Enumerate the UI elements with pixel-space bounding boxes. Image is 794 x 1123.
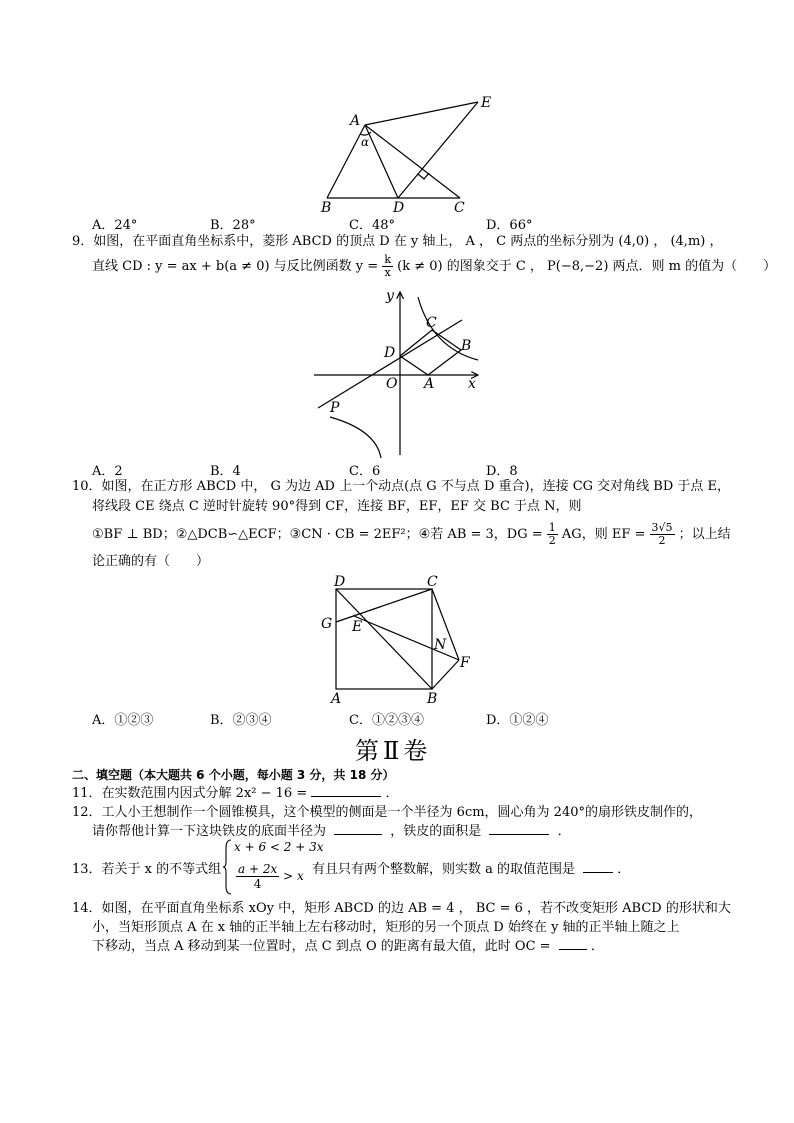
q10-line4: 论正确的有（ ） bbox=[92, 554, 210, 569]
fig9-label-y: y bbox=[386, 288, 394, 304]
q11-line bbox=[72, 784, 399, 804]
q13-text-b: 有且只有两个整数解，则实数 a 的取值范围是 bbox=[312, 862, 576, 877]
fig10-label-F: F bbox=[460, 655, 470, 671]
q9-option-d: D．8 bbox=[486, 464, 518, 479]
fig8-label-D: D bbox=[393, 200, 405, 216]
q9-line2 bbox=[92, 254, 776, 279]
q13-inequality-2 bbox=[236, 862, 304, 891]
fig10-label-D: D bbox=[334, 574, 346, 590]
fig8-label-B: B bbox=[321, 200, 332, 216]
q13-line bbox=[312, 860, 630, 880]
q14-text: 下移动，当点 A 移动到某一位置时，点 C 到点 O 的距离有最大值，此时 OC = bbox=[92, 939, 551, 954]
q9-line2-a: 直线 CD : y = ax + b(a ≠ 0) 与反比例函数 y = bbox=[92, 259, 379, 274]
q14-line1: 14．如图，在平面直角坐标系 xOy 中，矩形 ABCD 的边 AB = 4 ， BC = 6 ，若不改变矩形 ABCD 的形状和大 bbox=[72, 901, 731, 916]
q8-option-a: A．24° bbox=[92, 218, 138, 233]
q12-line2 bbox=[92, 822, 571, 842]
q9-frac-den: x bbox=[384, 266, 391, 279]
q13-brace bbox=[222, 838, 232, 896]
q10-line1: 10．如图，在正方形 ABCD 中， G 为边 AD 上一个动点(点 G 不与点 D 重合)，连接 CG 交对角线 BD 于点 E， bbox=[72, 479, 731, 494]
q9-option-b: B．4 bbox=[210, 464, 241, 479]
q11-text: 11．在实数范围内因式分解 2x² − 16 = bbox=[72, 786, 308, 801]
q10-frac1-num: 1 bbox=[548, 521, 556, 534]
section-title: 第Ⅱ卷 bbox=[355, 737, 432, 765]
q8-option-c: C．48° bbox=[349, 218, 395, 233]
q13-frac-num: a + 2x bbox=[238, 862, 278, 876]
fig10-label-A: A bbox=[331, 691, 342, 707]
q14-end: ． bbox=[590, 939, 604, 954]
part2-heading: 二、填空题（本大题共 6 个小题，每小题 3 分，共 18 分） bbox=[72, 768, 395, 782]
q9-figure bbox=[310, 285, 490, 460]
q10-option-a: A．①②③ bbox=[92, 713, 154, 728]
q10-fraction-1 bbox=[547, 522, 558, 547]
fig9-label-B: B bbox=[461, 338, 472, 354]
q9-option-c: C．6 bbox=[349, 464, 381, 479]
q10-line3 bbox=[92, 522, 731, 547]
fig9-label-D: D bbox=[384, 345, 396, 361]
q13-intro: 13．若关于 x 的不等式组 bbox=[72, 862, 222, 877]
q10-option-c: C．①②③④ bbox=[349, 713, 424, 728]
q10-frac2-num: 3√5 bbox=[651, 521, 673, 534]
q9-line2-b: (k ≠ 0) 的图象交于 C ， P(−8,−2) 两点．则 m 的值为（ ） bbox=[397, 259, 777, 274]
q12-text-a: 请你帮他计算一下这块铁皮的底面半径为 bbox=[92, 824, 327, 839]
q10-frac1-den: 2 bbox=[548, 534, 556, 547]
q8-option-d: D．66° bbox=[486, 218, 533, 233]
q11-answer-blank[interactable] bbox=[311, 784, 381, 797]
fig10-label-B: B bbox=[427, 691, 438, 707]
q13-frac-den: 4 bbox=[253, 877, 262, 891]
q10-line2: 将线段 CE 绕点 C 逆时针旋转 90°得到 CF，连接 BF，EF，EF 交 BC 于点 N，则 bbox=[92, 499, 582, 514]
q11-end: ． bbox=[385, 786, 399, 801]
fig8-label-A: A bbox=[350, 113, 361, 129]
q10-line3-b: AG，则 EF = bbox=[561, 527, 646, 542]
q9-line1: 9．如图，在平面直角坐标系中，菱形 ABCD 的顶点 D 在 y 轴上， A ， C 两点的坐标分别为 (4,0) ， (4,m) ， bbox=[72, 234, 723, 249]
fig9-label-x: x bbox=[468, 376, 476, 392]
fig10-label-E: E bbox=[352, 619, 363, 635]
fig10-label-N: N bbox=[434, 637, 447, 653]
fig8-label-alpha: α bbox=[361, 135, 370, 149]
q12-area-blank[interactable] bbox=[489, 822, 549, 835]
q9-fraction bbox=[382, 254, 393, 279]
q12-text-b: ，铁皮的面积是 bbox=[390, 824, 482, 839]
q14-line3 bbox=[92, 937, 604, 957]
q13-end: ． bbox=[617, 862, 631, 877]
q14-line2: 小，当矩形顶点 A 在 x 轴的正半轴上左右移动时，矩形的另一个顶点 D 始终在 y 轴的正半轴上随之上 bbox=[92, 920, 680, 935]
q9-option-a: A．2 bbox=[92, 464, 123, 479]
q13-inequality-1: x + 6 < 2 + 3x bbox=[234, 840, 324, 854]
fig9-label-O: O bbox=[386, 376, 398, 392]
q8-option-b: B．28° bbox=[210, 218, 256, 233]
fig9-label-A: A bbox=[424, 376, 435, 392]
fig10-label-C: C bbox=[427, 574, 438, 590]
q10-option-d: D．①②④ bbox=[486, 713, 549, 728]
fig8-label-E: E bbox=[481, 95, 492, 111]
q10-line3-a: ①BF ⊥ BD；②△DCB∽△ECF；③CN · CB = 2EF²；④若 AB = 3，DG = bbox=[92, 527, 543, 542]
q10-fraction-2 bbox=[650, 522, 675, 547]
q10-option-b: B．②③④ bbox=[210, 713, 272, 728]
q10-line3-c: ；以上结 bbox=[678, 527, 731, 542]
q8-figure bbox=[315, 92, 505, 217]
q13-gt-x: > x bbox=[283, 869, 304, 883]
q10-frac2-den: 2 bbox=[658, 534, 666, 547]
fig10-label-G: G bbox=[321, 616, 333, 632]
fig9-label-C: C bbox=[426, 315, 437, 331]
fig9-label-P: P bbox=[330, 400, 340, 416]
q13-fraction bbox=[236, 862, 279, 891]
q12-text-c: ． bbox=[557, 824, 571, 839]
q12-line1: 12．工人小王想制作一个圆锥模具，这个模型的侧面是一个半径为 6cm，圆心角为 240°的扇形铁皮制作的， bbox=[72, 805, 702, 820]
q9-frac-num: k bbox=[384, 253, 391, 266]
q12-radius-blank[interactable] bbox=[334, 822, 382, 835]
q13-answer-blank[interactable] bbox=[583, 860, 613, 873]
fig8-label-C: C bbox=[454, 200, 465, 216]
q14-answer-blank[interactable] bbox=[559, 937, 587, 950]
q10-figure bbox=[318, 570, 478, 710]
